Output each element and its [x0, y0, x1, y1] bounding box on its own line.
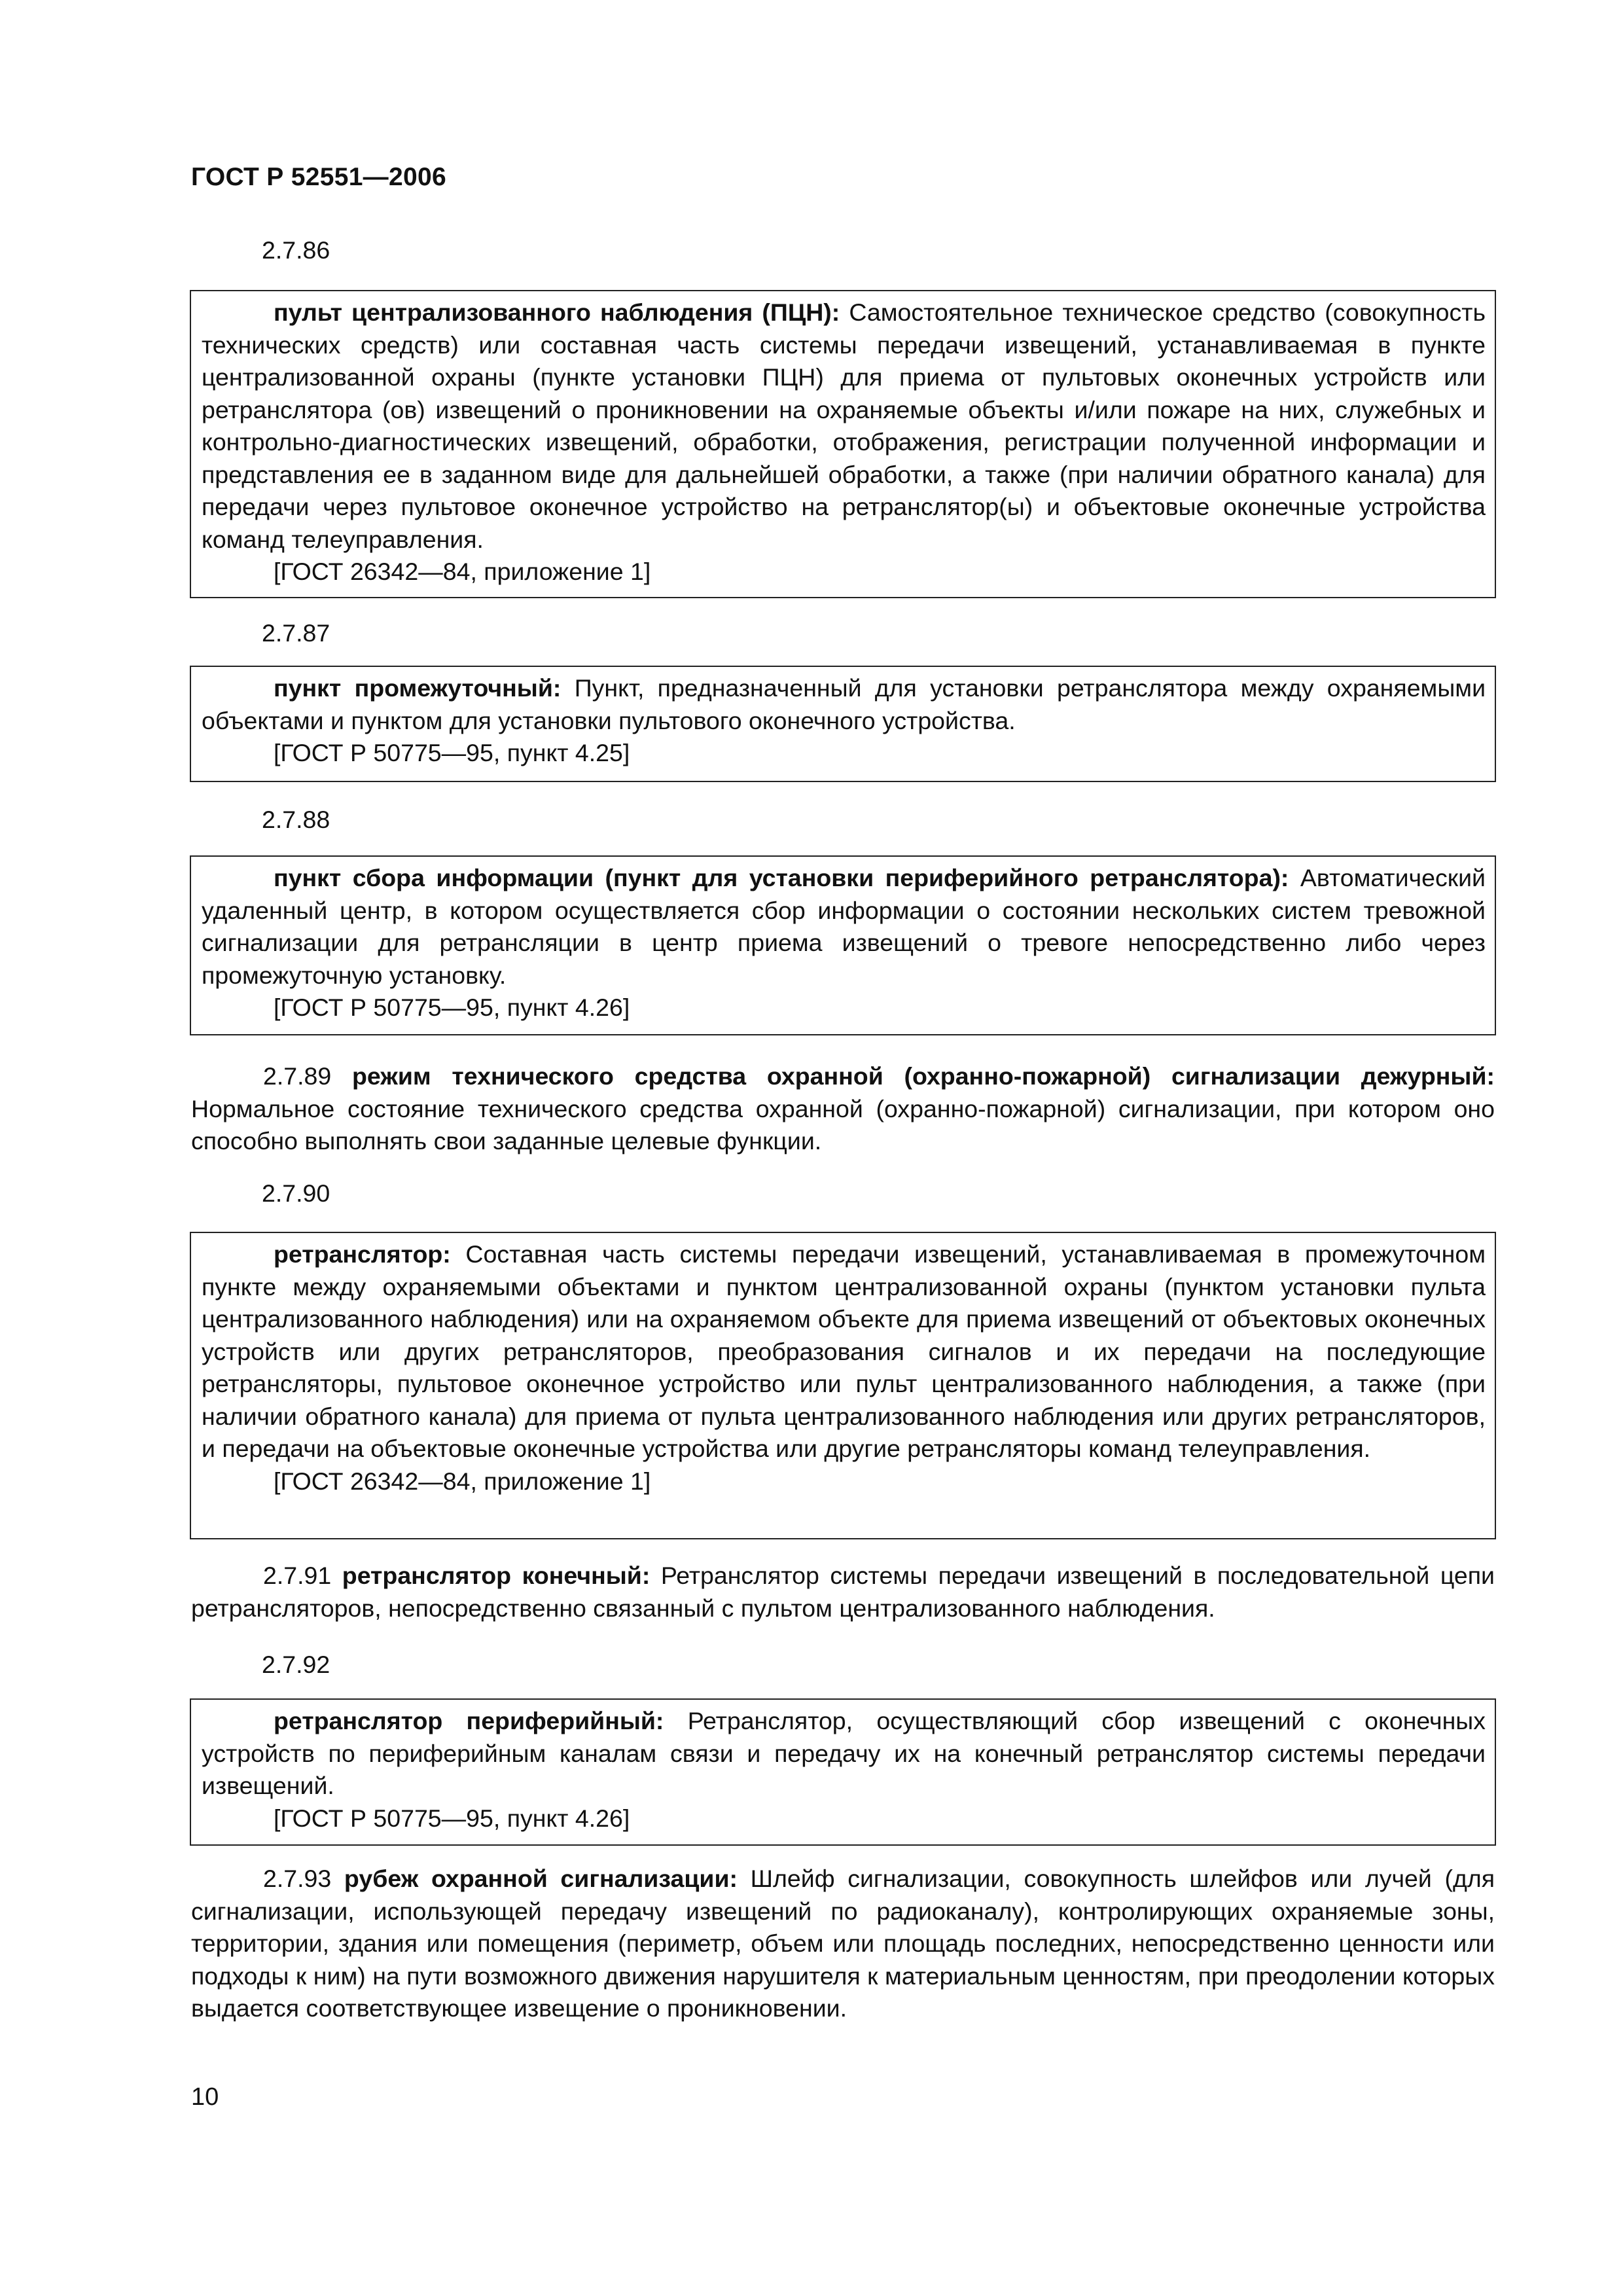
plain-entry	[191, 1863, 1495, 2025]
term: ретранслятор конечный:	[342, 1562, 651, 1589]
definition-box	[190, 855, 1496, 1035]
source-reference: [ГОСТ 26342—84, приложение 1]	[274, 1467, 651, 1495]
definition-paragraph	[191, 1560, 1495, 1624]
term: пункт сбора информации (пункт для установки периферийного ретранслятора):	[274, 864, 1289, 891]
definition-paragraph	[191, 1060, 1495, 1158]
term: ретранслятор:	[274, 1240, 451, 1268]
definition-box	[190, 1698, 1496, 1846]
term: пульт централизованного наблюдения (ПЦН):	[274, 298, 840, 326]
definition-box	[190, 290, 1496, 598]
definition-paragraph	[202, 296, 1486, 556]
plain-entry	[191, 1060, 1495, 1158]
definition-text: Ретранслятор, осуществляющий сбор извещений с оконечных устройств по периферийным каналам связи и передачу их на конечный ретранслятор системы передачи извещений.	[202, 1707, 1486, 1799]
entry-number: 2.7.90	[262, 1179, 330, 1207]
definition-text: Шлейф сигнализации, совокупность шлейфов или лучей (для сигнализации, использующей передачу извещений по радиоканалу), контролирующих охраняемые зоны, территории, здания или помещения (периметр, объем или площадь последних, непосредственно ценности или подходы к ним) на пути возможного движения нарушителя к материальным ценностям, при преодолении которых выдается соответствующее извещение о проникновении.	[191, 1865, 1495, 2022]
term: режим технического средства охранной (охранно-пожарной) сигнализации дежурный:	[352, 1062, 1495, 1090]
definition-box	[190, 666, 1496, 782]
definition-paragraph	[202, 1705, 1486, 1803]
plain-entry	[191, 1560, 1495, 1624]
term: пункт промежуточный:	[274, 674, 562, 702]
source-reference: [ГОСТ Р 50775—95, пункт 4.26]	[274, 994, 630, 1021]
entry-number: 2.7.87	[262, 619, 330, 647]
definition-paragraph	[202, 862, 1486, 992]
entry-number: 2.7.93	[263, 1865, 332, 1892]
definition-text: Ретранслятор системы передачи извещений в последовательной цепи ретрансляторов, непосредственно связанный с пультом централизованного наблюдения.	[191, 1562, 1495, 1622]
definition-paragraph	[191, 1863, 1495, 2025]
definition-text: Составная часть системы передачи извещений, устанавливаемая в промежуточном пункте между охраняемыми объектами и пунктом централизованной охраны (пунктом установки пульта централизованного наблюдения) или на охраняемом объекте для приема извещений от объектовых оконечных устройств или других ретрансляторов, преобразования сигналов и их передачи на последующие ретрансляторы, пультовое оконечное устройство или пульт централизованного наблюдения, а также (при наличии обратного канала) для приема от пульта централизованного наблюдения или других ретрансляторов, и передачи на объектовые оконечные устройства или другие ретрансляторы команд телеуправления.	[202, 1240, 1486, 1462]
source-reference: [ГОСТ 26342—84, приложение 1]	[274, 558, 651, 585]
source-reference: [ГОСТ Р 50775—95, пункт 4.26]	[274, 1804, 630, 1832]
entry-number: 2.7.88	[262, 806, 330, 833]
definition-text: Нормальное состояние технического средства охранной (охранно-пожарной) сигнализации, при котором оно способно выполнять свои заданные целевые функции.	[191, 1094, 1495, 1155]
entry-number: 2.7.91	[263, 1562, 332, 1589]
term: ретранслятор периферийный:	[274, 1707, 664, 1734]
document-header: ГОСТ Р 52551—2006	[191, 163, 446, 191]
definition-box	[190, 1232, 1496, 1539]
definition-paragraph	[202, 672, 1486, 737]
entry-number: 2.7.86	[262, 236, 330, 264]
term: рубеж охранной сигнализации:	[344, 1865, 738, 1892]
definition-text: Автоматический удаленный центр, в котором осуществляется сбор информации о состоянии нескольких систем тревожной сигнализации для ретрансляции в центр приема извещений о тревоге непосредственно либо через промежуточную установку.	[202, 864, 1486, 989]
page-number: 10	[191, 2083, 219, 2111]
source-reference: [ГОСТ Р 50775—95, пункт 4.25]	[274, 739, 630, 766]
definition-text: Самостоятельное техническое средство (совокупность технических средств) или составная часть системы передачи извещений, устанавливаемая в пункте централизованной охраны (пункте установки ПЦН) для приема от пультовых оконечных устройств или ретранслятора (ов) извещений о проникновении на охраняемые объекты и/или пожаре на них, служебных и контрольно-диагностических извещений, обработки, отображения, регистрации полученной информации и представления ее в заданном виде для дальнейшей обработки, а также (при наличии обратного канала) для передачи через пультовое оконечное устройство на ретранслятор(ы) и объектовые оконечные устройства команд телеуправления.	[202, 298, 1486, 553]
definition-paragraph	[202, 1238, 1486, 1465]
entry-number: 2.7.89	[263, 1062, 332, 1090]
definition-text: Пункт, предназначенный для установки ретранслятора между охраняемыми объектами и пунктом для установки пультового оконечного устройства.	[202, 674, 1486, 734]
entry-number: 2.7.92	[262, 1651, 330, 1678]
